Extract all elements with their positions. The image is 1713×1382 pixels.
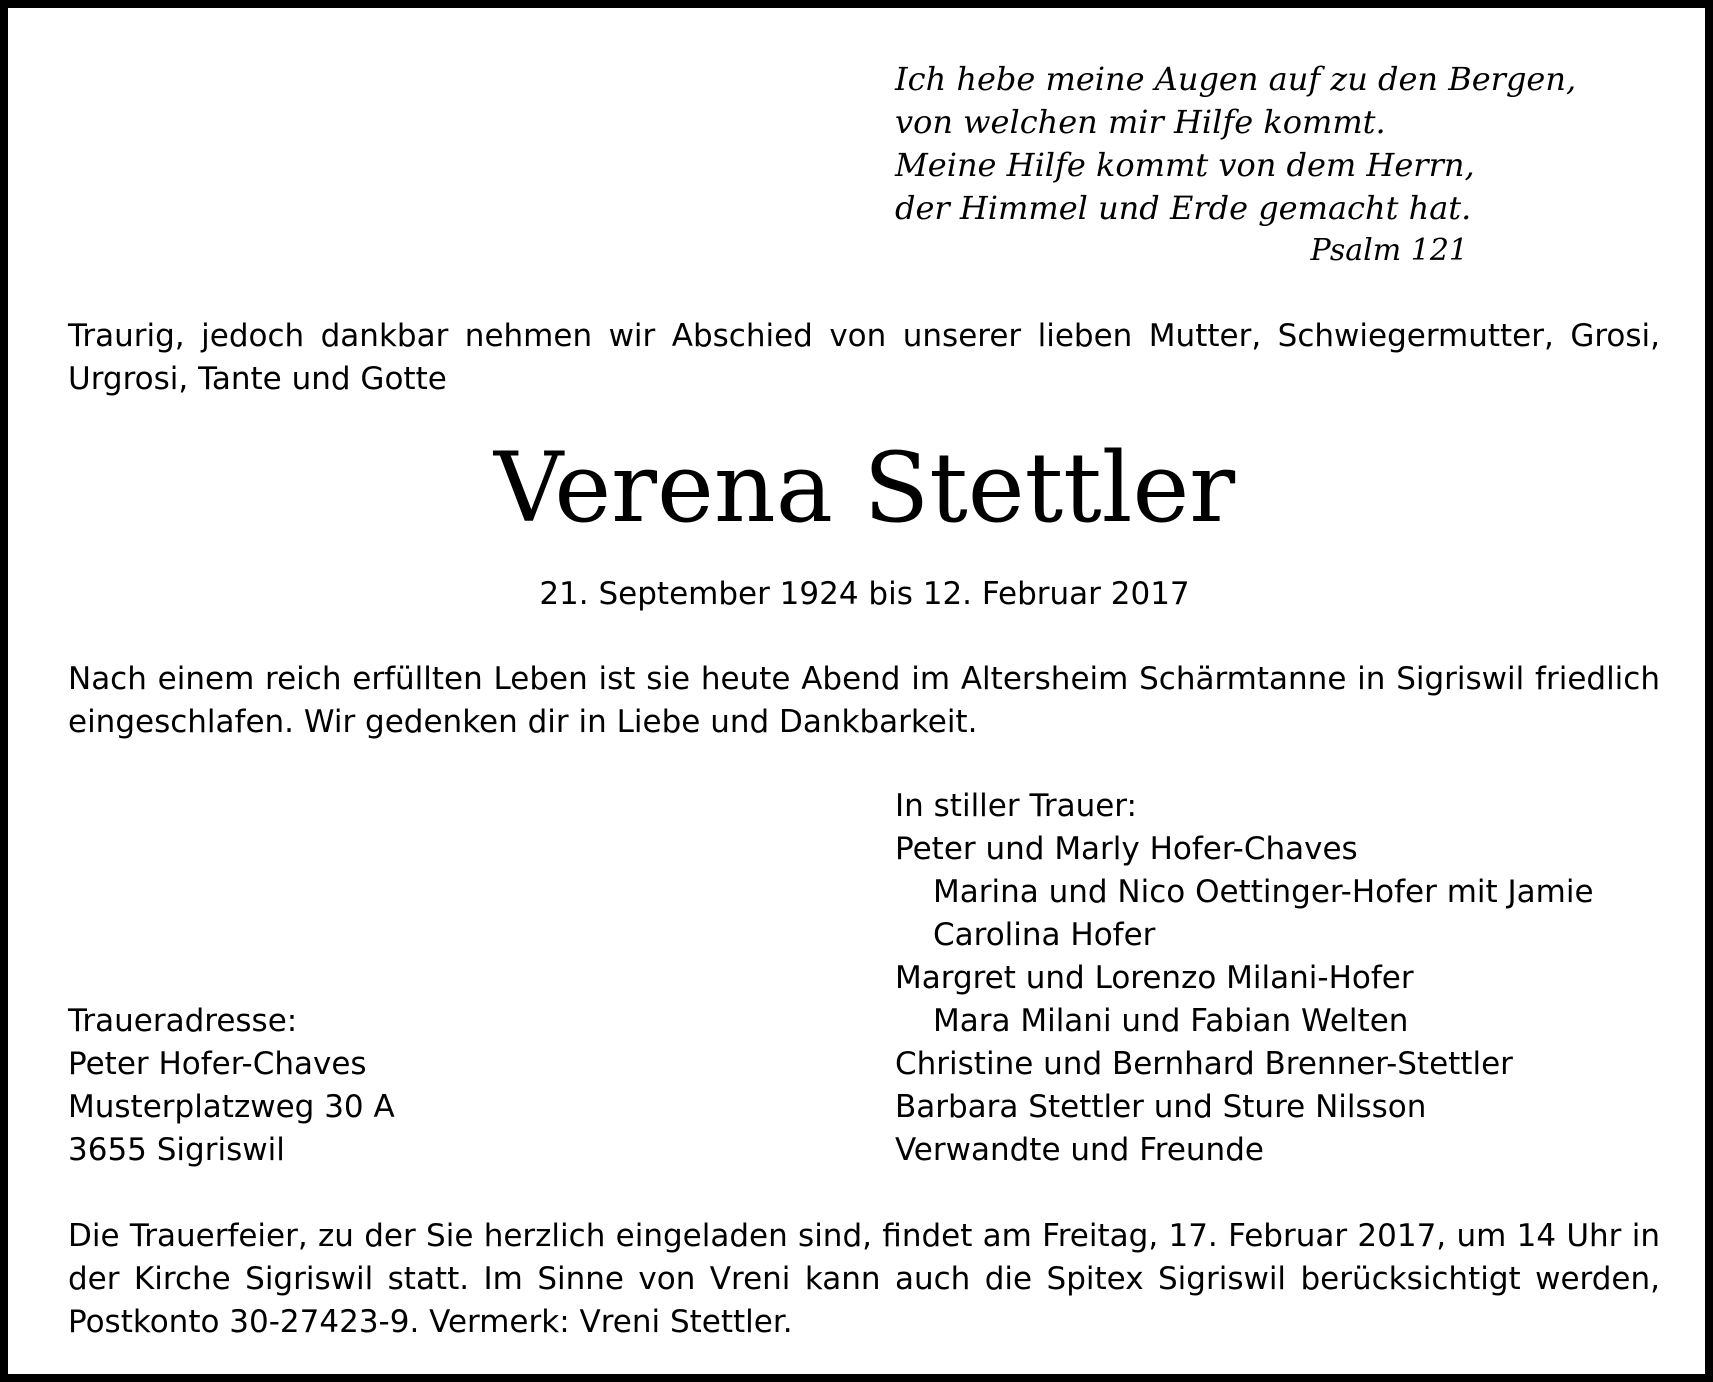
address-line: 3655 Sigriswil (68, 1132, 285, 1168)
life-text: Nach einem reich erfüllten Leben ist sie heute Abend im Altersheim Schärmtanne in Sigriswil friedlich eingeschlafen. Wir gedenken dir in Liebe und Dankbarkeit. (68, 661, 1660, 740)
mourner-entry: Christine und Bernhard Brenner-Stettler (895, 1046, 1513, 1082)
mourner-entry: Barbara Stettler und Sture Nilsson (895, 1089, 1427, 1125)
verse-source: Psalm 121 (1310, 233, 1468, 268)
verse-line: der Himmel und Erde gemacht hat. (895, 189, 1472, 227)
mourners-heading: In stiller Trauer: (895, 788, 1137, 824)
address-line: Peter Hofer-Chaves (68, 1046, 367, 1082)
mourner-entry: Marina und Nico Oettinger-Hofer mit Jamie (933, 874, 1594, 910)
mourner-entry: Mara Milani und Fabian Welten (933, 1003, 1409, 1039)
life-dates: 21. September 1924 bis 12. Februar 2017 (539, 576, 1190, 612)
mourner-entry: Carolina Hofer (933, 917, 1156, 953)
mourner-entry: Verwandte und Freunde (895, 1132, 1264, 1168)
address-line: Musterplatzweg 30 A (68, 1089, 395, 1125)
verse-line: von welchen mir Hilfe kommt. (895, 103, 1386, 141)
mourner-entry: Peter und Marly Hofer-Chaves (895, 831, 1358, 867)
psalm-verse (895, 58, 1577, 230)
deceased-name: Verena Stettler (493, 432, 1236, 544)
mourner-entry: Margret und Lorenzo Milani-Hofer (895, 960, 1414, 996)
address-label: Traueradresse: (68, 1003, 298, 1039)
verse-line: Meine Hilfe kommt von dem Herrn, (895, 146, 1475, 184)
mourning-address (68, 1000, 668, 1172)
funeral-info: Die Trauerfeier, zu der Sie herzlich eingeladen sind, findet am Freitag, 17. Februar 2017, um 14 Uhr in der Kirche Sigriswil statt. Im Sinne von Vreni kann auch die Spitex Sigriswil berücksichtigt werden, Postkonto 30-27423-9. Vermerk: Vreni Stettler. (68, 1218, 1660, 1340)
verse-line: Ich hebe meine Augen auf zu den Bergen, (895, 60, 1577, 98)
mourners-list (895, 785, 1675, 1172)
intro-text: Traurig, jedoch dankbar nehmen wir Abschied von unserer lieben Mutter, Schwiegermutter, Grosi, Urgrosi, Tante und Gotte (68, 318, 1660, 397)
